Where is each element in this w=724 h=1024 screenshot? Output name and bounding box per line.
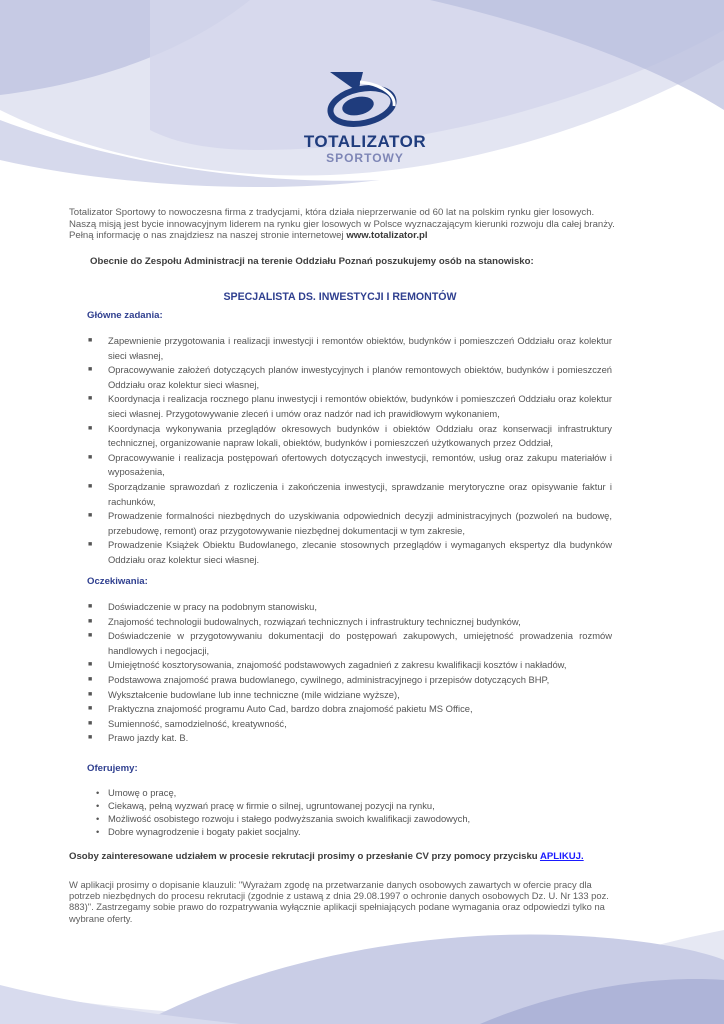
bullet-icon: ■: [88, 366, 93, 374]
bullet-icon: ■: [88, 675, 93, 683]
bullet-icon: ■: [88, 734, 93, 742]
list-item: [88, 600, 612, 615]
expectation-item-text: Doświadczenie w pracy na podobnym stanowisku,: [108, 601, 317, 612]
intro-line-3: [69, 230, 617, 242]
cta-text: Osoby zainteresowane udziałem w procesie rekrutacji prosimy o przesłanie CV przy pomocy przycisku: [69, 851, 540, 862]
bullet-icon: ■: [88, 541, 93, 549]
website-link[interactable]: www.totalizator.pl: [346, 230, 428, 242]
list-item: [88, 363, 612, 392]
bullet-icon: ■: [88, 337, 93, 344]
bullet-icon: ■: [88, 719, 93, 727]
bullet-icon: ■: [88, 453, 93, 461]
logo-text-totalizator: TOTALIZATOR: [303, 132, 427, 151]
expectation-item-text: Doświadczenie w przygotowywaniu dokumentacji do postępowań zakupowych, umiejętność prowadzenia rozmów handlowych i negocjacji,: [108, 630, 612, 656]
expectation-item-text: Umiejętność kosztorysowania, znajomość podstawowych zagadnień z zakresu kwalifikacji kosztów i nakładów,: [108, 659, 567, 671]
bullet-icon: ■: [88, 705, 93, 713]
offer-section-title: Oferujemy:: [87, 763, 138, 774]
task-item-text: Sporządzanie sprawozdań z rozliczenia i zakończenia inwestycji, sprawdzanie merytoryczne oraz opisywanie faktur i rachunków,: [108, 480, 612, 507]
list-item: [96, 825, 596, 838]
expectation-item-text: Sumienność, samodzielność, kreatywność,: [108, 717, 287, 729]
expectation-item-text: Wykształcenie budowlane lub inne techniczne (mile widziane wyższe),: [108, 688, 400, 700]
task-item-text: Opracowywanie i realizacja postępowań ofertowych dotyczących inwestycji, remontów, usług oraz zakupu materiałów i wyposażenia,: [108, 451, 612, 478]
list-item: [96, 812, 596, 825]
offer-item-text: Ciekawą, pełną wyzwań pracę w firmie o silnej, ugruntowanej pozycji na rynku,: [108, 800, 435, 811]
offer-list: [96, 786, 596, 838]
list-item: [88, 392, 612, 421]
bullet-icon: ■: [88, 690, 93, 698]
task-item-text: Koordynacja wykonywania przeglądów okresowych budynków i obiektów Oddziału oraz konserwacji infrastruktury technicznej, organizowanie napraw lokali, obiektów, budynków i pomieszczeń użytkowanych przez Oddział,: [108, 422, 612, 449]
list-item: [88, 538, 612, 567]
offer-item-text: Dobre wynagrodzenie i bogaty pakiet socjalny.: [108, 826, 301, 837]
logo-text-sportowy: SPORTOWY: [326, 151, 404, 165]
intro-line-2: Naszą misją jest bycie innowacyjnym liderem na rynku gier losowych w Polsce wyznaczającym kierunki rozwoju dla całej branży.: [69, 218, 615, 230]
recruitment-subheading: Obecnie do Zespołu Administracji na terenie Oddziału Poznań poszukujemy osób na stanowisko:: [90, 256, 534, 267]
list-item: [88, 451, 612, 480]
list-item: [96, 799, 596, 812]
task-item-text: Zapewnienie przygotowania i realizacji inwestycji i remontów obiektów, budynków i pomieszczeń Oddziału oraz kolektur sieci własnej,: [108, 335, 612, 361]
list-item: [88, 509, 612, 538]
bullet-icon: ■: [88, 395, 93, 403]
list-item: [88, 717, 612, 732]
bullet-icon: •: [96, 787, 100, 798]
bullet-icon: •: [96, 800, 100, 811]
bullet-icon: •: [96, 826, 100, 837]
expectation-item-text: Podstawowa znajomość prawa budowlanego, cywilnego, administracyjnego i przepisów dotyczących BHP,: [108, 673, 550, 685]
expectations-section-title: Oczekiwania:: [87, 576, 148, 587]
list-item: [88, 480, 612, 509]
bullet-icon: ■: [88, 512, 93, 520]
bullet-icon: ■: [88, 632, 93, 640]
bullet-icon: •: [96, 813, 100, 824]
list-item: [88, 658, 612, 673]
list-item: [88, 688, 612, 703]
list-item: [88, 673, 612, 688]
logo-emblem-icon: [300, 70, 430, 132]
bullet-icon: ■: [88, 617, 93, 625]
offer-item-text: Umowę o pracę,: [108, 787, 177, 798]
task-item-text: Prowadzenie Książek Obiektu Budowlanego, zlecanie stosownych przeglądów i wymaganych ekspertyz dla budynków Oddziału oraz kolektur sieci własnej.: [108, 539, 612, 565]
bullet-icon: ■: [88, 603, 93, 610]
list-item: [88, 334, 612, 363]
task-item-text: Prowadzenie formalności niezbędnych do uzyskiwania odpowiednich decyzji administracyjnych (pozwoleń na budowę, przebudowę, remont) oraz przygotowywanie niezbędnej dokumentacji w tym zakresie,: [108, 510, 612, 536]
expectations-list: [88, 600, 612, 746]
bullet-icon: ■: [88, 482, 93, 490]
task-item-text: Opracowywanie założeń dotyczących planów inwestycyjnych i planów remontowych obiektów, budynków i pomieszczeń Oddziału oraz kolektur sieci własnej,: [108, 364, 612, 390]
expectation-item-text: Prawo jazdy kat. B.: [108, 732, 189, 744]
expectation-item-text: Praktyczna znajomość programu Auto Cad, bardzo dobra znajomość pakietu MS Office,: [108, 703, 473, 715]
tasks-list: [88, 334, 612, 568]
application-call-to-action: [69, 851, 629, 862]
intro-line-3-text: Pełną informację o nas znajdziesz na naszej stronie internetowej: [69, 230, 347, 242]
apply-link[interactable]: APLIKUJ.: [539, 851, 584, 862]
job-title: SPECJALISTA DS. INWESTYCJI I REMONTÓW: [223, 291, 457, 303]
list-item: [96, 786, 596, 799]
list-item: [88, 702, 612, 717]
tasks-section-title: Główne zadania:: [87, 310, 163, 321]
task-item-text: Koordynacja i realizacja rocznego planu inwestycji i remontów obiektów, budynków i pomieszczeń Oddziału oraz kolektur sieci własnej. Przygotowywanie zleceń i umów oraz nadzór nad ich prawidłowym wykonaniem,: [108, 393, 612, 419]
company-intro: [69, 207, 617, 242]
data-processing-clause: W aplikacji prosimy o dopisanie klauzuli: "Wyrażam zgodę na przetwarzanie danych osobowych zawartych w ofercie pracy dla potrzeb niezbędnych do procesu rekrutacji (zgodnie z ustawą z dnia 29.08.1997 o ochronie danych osobowych Dz. U. Nr 133 poz. 883)". Zastrzegamy sobie prawo do rozpatrywania wyłącznie aplikacji spełniających podane wymagania oraz odpowiedzi tylko na wybrane oferty.: [69, 879, 609, 924]
bullet-icon: ■: [88, 661, 93, 669]
list-item: [88, 731, 612, 746]
offer-item-text: Możliwość osobistego rozwoju i stałego podwyższania swoich kwalifikacji zawodowych,: [108, 813, 471, 824]
bullet-icon: ■: [88, 424, 93, 432]
intro-line-1: Totalizator Sportowy to nowoczesna firma z tradycjami, która działa nieprzerwanie od 60 lat na polskim rynku gier losowych.: [69, 207, 595, 218]
list-item: [88, 629, 612, 658]
list-item: [88, 422, 612, 451]
expectation-item-text: Znajomość technologii budowalnych, rozwiązań technicznych i infrastruktury technicznej budynków,: [108, 615, 521, 627]
company-logo: [300, 70, 430, 170]
list-item: [88, 615, 612, 630]
